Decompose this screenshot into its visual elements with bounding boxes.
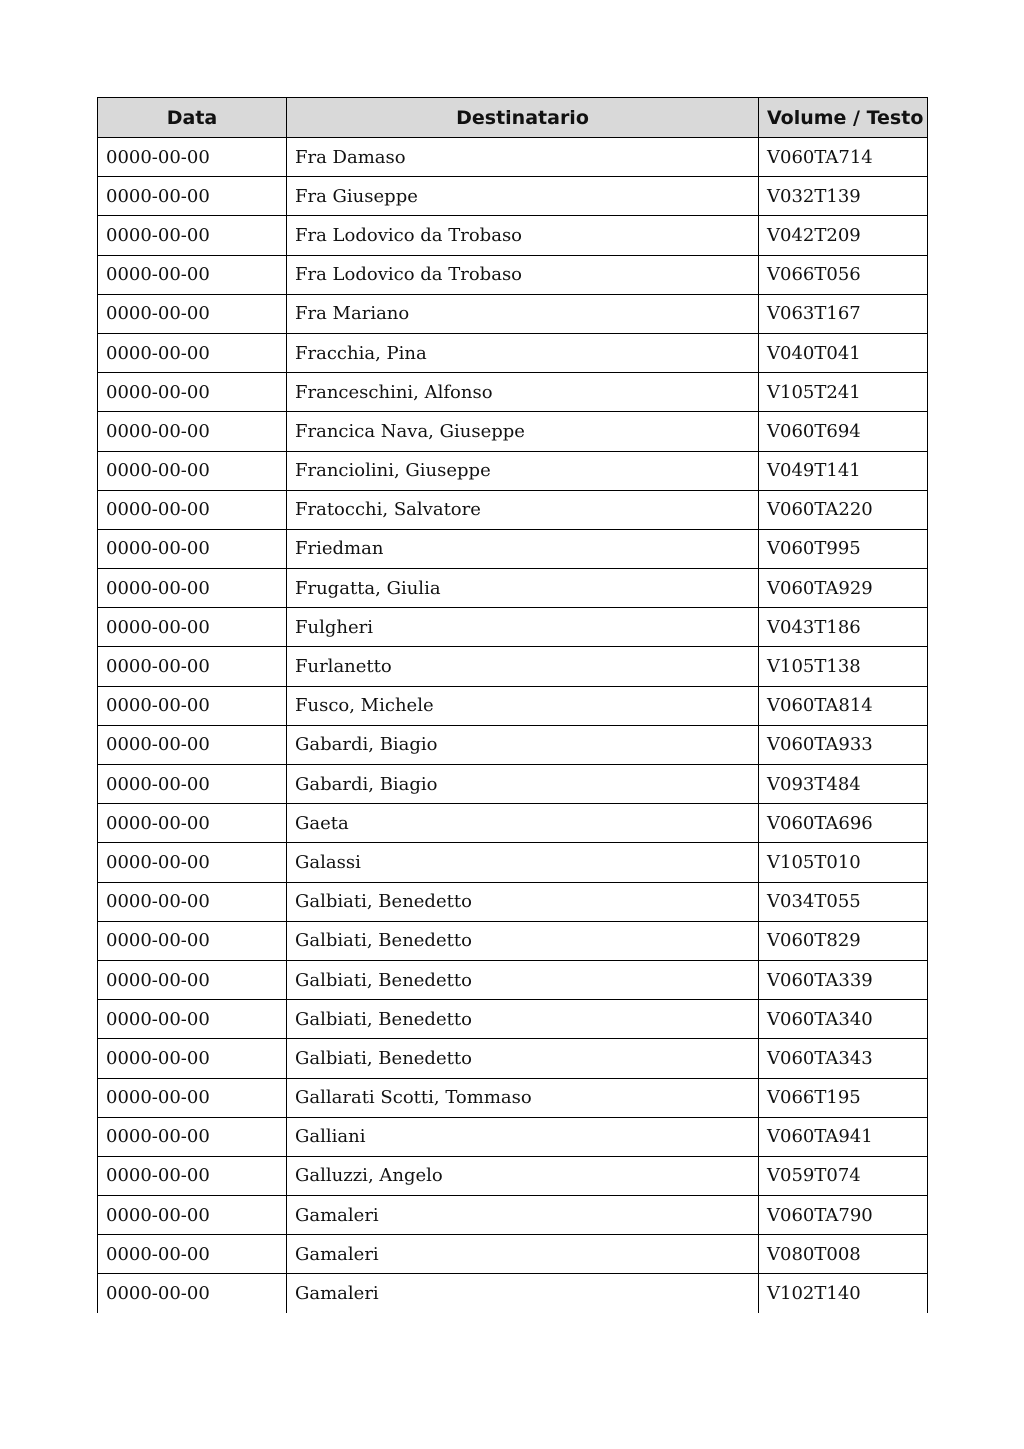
cell-destinatario: Frugatta, Giulia: [287, 569, 759, 608]
cell-volume: V060T995: [759, 529, 928, 568]
cell-destinatario: Franciolini, Giuseppe: [287, 451, 759, 490]
table-row: [98, 608, 928, 647]
cell-date: 0000-00-00: [98, 1156, 287, 1195]
table-row: [98, 490, 928, 529]
table-row: [98, 1196, 928, 1235]
cell-destinatario: Gabardi, Biagio: [287, 725, 759, 764]
cell-date: 0000-00-00: [98, 804, 287, 843]
header-data: Data: [98, 98, 287, 138]
table-row: [98, 882, 928, 921]
cell-date: 0000-00-00: [98, 843, 287, 882]
cell-date: 0000-00-00: [98, 686, 287, 725]
cell-destinatario: Gaeta: [287, 804, 759, 843]
header-destinatario: Destinatario: [287, 98, 759, 138]
cell-destinatario: Fratocchi, Salvatore: [287, 490, 759, 529]
cell-destinatario: Galluzzi, Angelo: [287, 1156, 759, 1195]
cell-destinatario: Gamaleri: [287, 1196, 759, 1235]
cell-volume: V060TA220: [759, 490, 928, 529]
cell-volume: V040T041: [759, 333, 928, 372]
table-body: [98, 138, 928, 1313]
cell-volume: V060T829: [759, 921, 928, 960]
table-row: [98, 1235, 928, 1274]
cell-date: 0000-00-00: [98, 1000, 287, 1039]
table-row: [98, 1117, 928, 1156]
cell-date: 0000-00-00: [98, 294, 287, 333]
cell-destinatario: Furlanetto: [287, 647, 759, 686]
cell-volume: V060TA929: [759, 569, 928, 608]
table-row: [98, 921, 928, 960]
cell-destinatario: Gamaleri: [287, 1274, 759, 1313]
header-volume-testo: Volume / Testo: [759, 98, 928, 138]
cell-destinatario: Fusco, Michele: [287, 686, 759, 725]
cell-destinatario: Fra Mariano: [287, 294, 759, 333]
cell-volume: V060TA340: [759, 1000, 928, 1039]
cell-destinatario: Fra Lodovico da Trobaso: [287, 255, 759, 294]
table-row: [98, 255, 928, 294]
cell-date: 0000-00-00: [98, 490, 287, 529]
table-row: [98, 373, 928, 412]
cell-destinatario: Galbiati, Benedetto: [287, 1000, 759, 1039]
table-row: [98, 569, 928, 608]
table-row: [98, 177, 928, 216]
table-row: [98, 647, 928, 686]
table-row: [98, 686, 928, 725]
cell-date: 0000-00-00: [98, 921, 287, 960]
cell-volume: V105T010: [759, 843, 928, 882]
cell-date: 0000-00-00: [98, 960, 287, 999]
cell-date: 0000-00-00: [98, 138, 287, 177]
cell-destinatario: Franceschini, Alfonso: [287, 373, 759, 412]
table-row: [98, 412, 928, 451]
table-row: [98, 843, 928, 882]
cell-date: 0000-00-00: [98, 1274, 287, 1313]
cell-volume: V060TA696: [759, 804, 928, 843]
table-row: [98, 333, 928, 372]
cell-destinatario: Galbiati, Benedetto: [287, 882, 759, 921]
cell-date: 0000-00-00: [98, 608, 287, 647]
table-row: [98, 1078, 928, 1117]
cell-volume: V093T484: [759, 765, 928, 804]
cell-destinatario: Galbiati, Benedetto: [287, 1039, 759, 1078]
cell-volume: V066T195: [759, 1078, 928, 1117]
cell-destinatario: Fracchia, Pina: [287, 333, 759, 372]
letters-table: [97, 97, 928, 1313]
cell-volume: V060TA814: [759, 686, 928, 725]
cell-destinatario: Galbiati, Benedetto: [287, 960, 759, 999]
cell-destinatario: Gabardi, Biagio: [287, 765, 759, 804]
cell-date: 0000-00-00: [98, 1235, 287, 1274]
cell-destinatario: Fra Damaso: [287, 138, 759, 177]
cell-volume: V060TA933: [759, 725, 928, 764]
table-row: [98, 765, 928, 804]
cell-date: 0000-00-00: [98, 255, 287, 294]
table-row: [98, 1000, 928, 1039]
cell-volume: V059T074: [759, 1156, 928, 1195]
cell-volume: V043T186: [759, 608, 928, 647]
cell-volume: V066T056: [759, 255, 928, 294]
table-row: [98, 1274, 928, 1313]
table-row: [98, 294, 928, 333]
cell-date: 0000-00-00: [98, 725, 287, 764]
cell-volume: V060T694: [759, 412, 928, 451]
cell-date: 0000-00-00: [98, 1117, 287, 1156]
cell-volume: V060TA339: [759, 960, 928, 999]
cell-date: 0000-00-00: [98, 765, 287, 804]
cell-volume: V060TA714: [759, 138, 928, 177]
table-row: [98, 138, 928, 177]
cell-date: 0000-00-00: [98, 177, 287, 216]
table-row: [98, 529, 928, 568]
cell-volume: V060TA343: [759, 1039, 928, 1078]
cell-volume: V105T138: [759, 647, 928, 686]
cell-volume: V060TA790: [759, 1196, 928, 1235]
cell-volume: V060TA941: [759, 1117, 928, 1156]
cell-date: 0000-00-00: [98, 451, 287, 490]
cell-destinatario: Gallarati Scotti, Tommaso: [287, 1078, 759, 1117]
cell-destinatario: Fulgheri: [287, 608, 759, 647]
cell-destinatario: Friedman: [287, 529, 759, 568]
cell-date: 0000-00-00: [98, 569, 287, 608]
cell-destinatario: Francica Nava, Giuseppe: [287, 412, 759, 451]
cell-date: 0000-00-00: [98, 412, 287, 451]
cell-date: 0000-00-00: [98, 1078, 287, 1117]
cell-volume: V034T055: [759, 882, 928, 921]
cell-date: 0000-00-00: [98, 647, 287, 686]
cell-destinatario: Fra Giuseppe: [287, 177, 759, 216]
cell-date: 0000-00-00: [98, 373, 287, 412]
table-row: [98, 216, 928, 255]
cell-volume: V102T140: [759, 1274, 928, 1313]
cell-volume: V049T141: [759, 451, 928, 490]
cell-destinatario: Galbiati, Benedetto: [287, 921, 759, 960]
table-row: [98, 960, 928, 999]
cell-date: 0000-00-00: [98, 882, 287, 921]
cell-destinatario: Gamaleri: [287, 1235, 759, 1274]
cell-date: 0000-00-00: [98, 216, 287, 255]
cell-volume: V105T241: [759, 373, 928, 412]
cell-volume: V042T209: [759, 216, 928, 255]
cell-date: 0000-00-00: [98, 1039, 287, 1078]
cell-date: 0000-00-00: [98, 333, 287, 372]
table-row: [98, 451, 928, 490]
cell-volume: V063T167: [759, 294, 928, 333]
table-row: [98, 804, 928, 843]
table-row: [98, 1156, 928, 1195]
cell-destinatario: Galliani: [287, 1117, 759, 1156]
cell-destinatario: Galassi: [287, 843, 759, 882]
table-row: [98, 725, 928, 764]
cell-date: 0000-00-00: [98, 1196, 287, 1235]
table-row: [98, 1039, 928, 1078]
cell-date: 0000-00-00: [98, 529, 287, 568]
table-header-row: [98, 98, 928, 138]
cell-volume: V080T008: [759, 1235, 928, 1274]
cell-destinatario: Fra Lodovico da Trobaso: [287, 216, 759, 255]
cell-volume: V032T139: [759, 177, 928, 216]
